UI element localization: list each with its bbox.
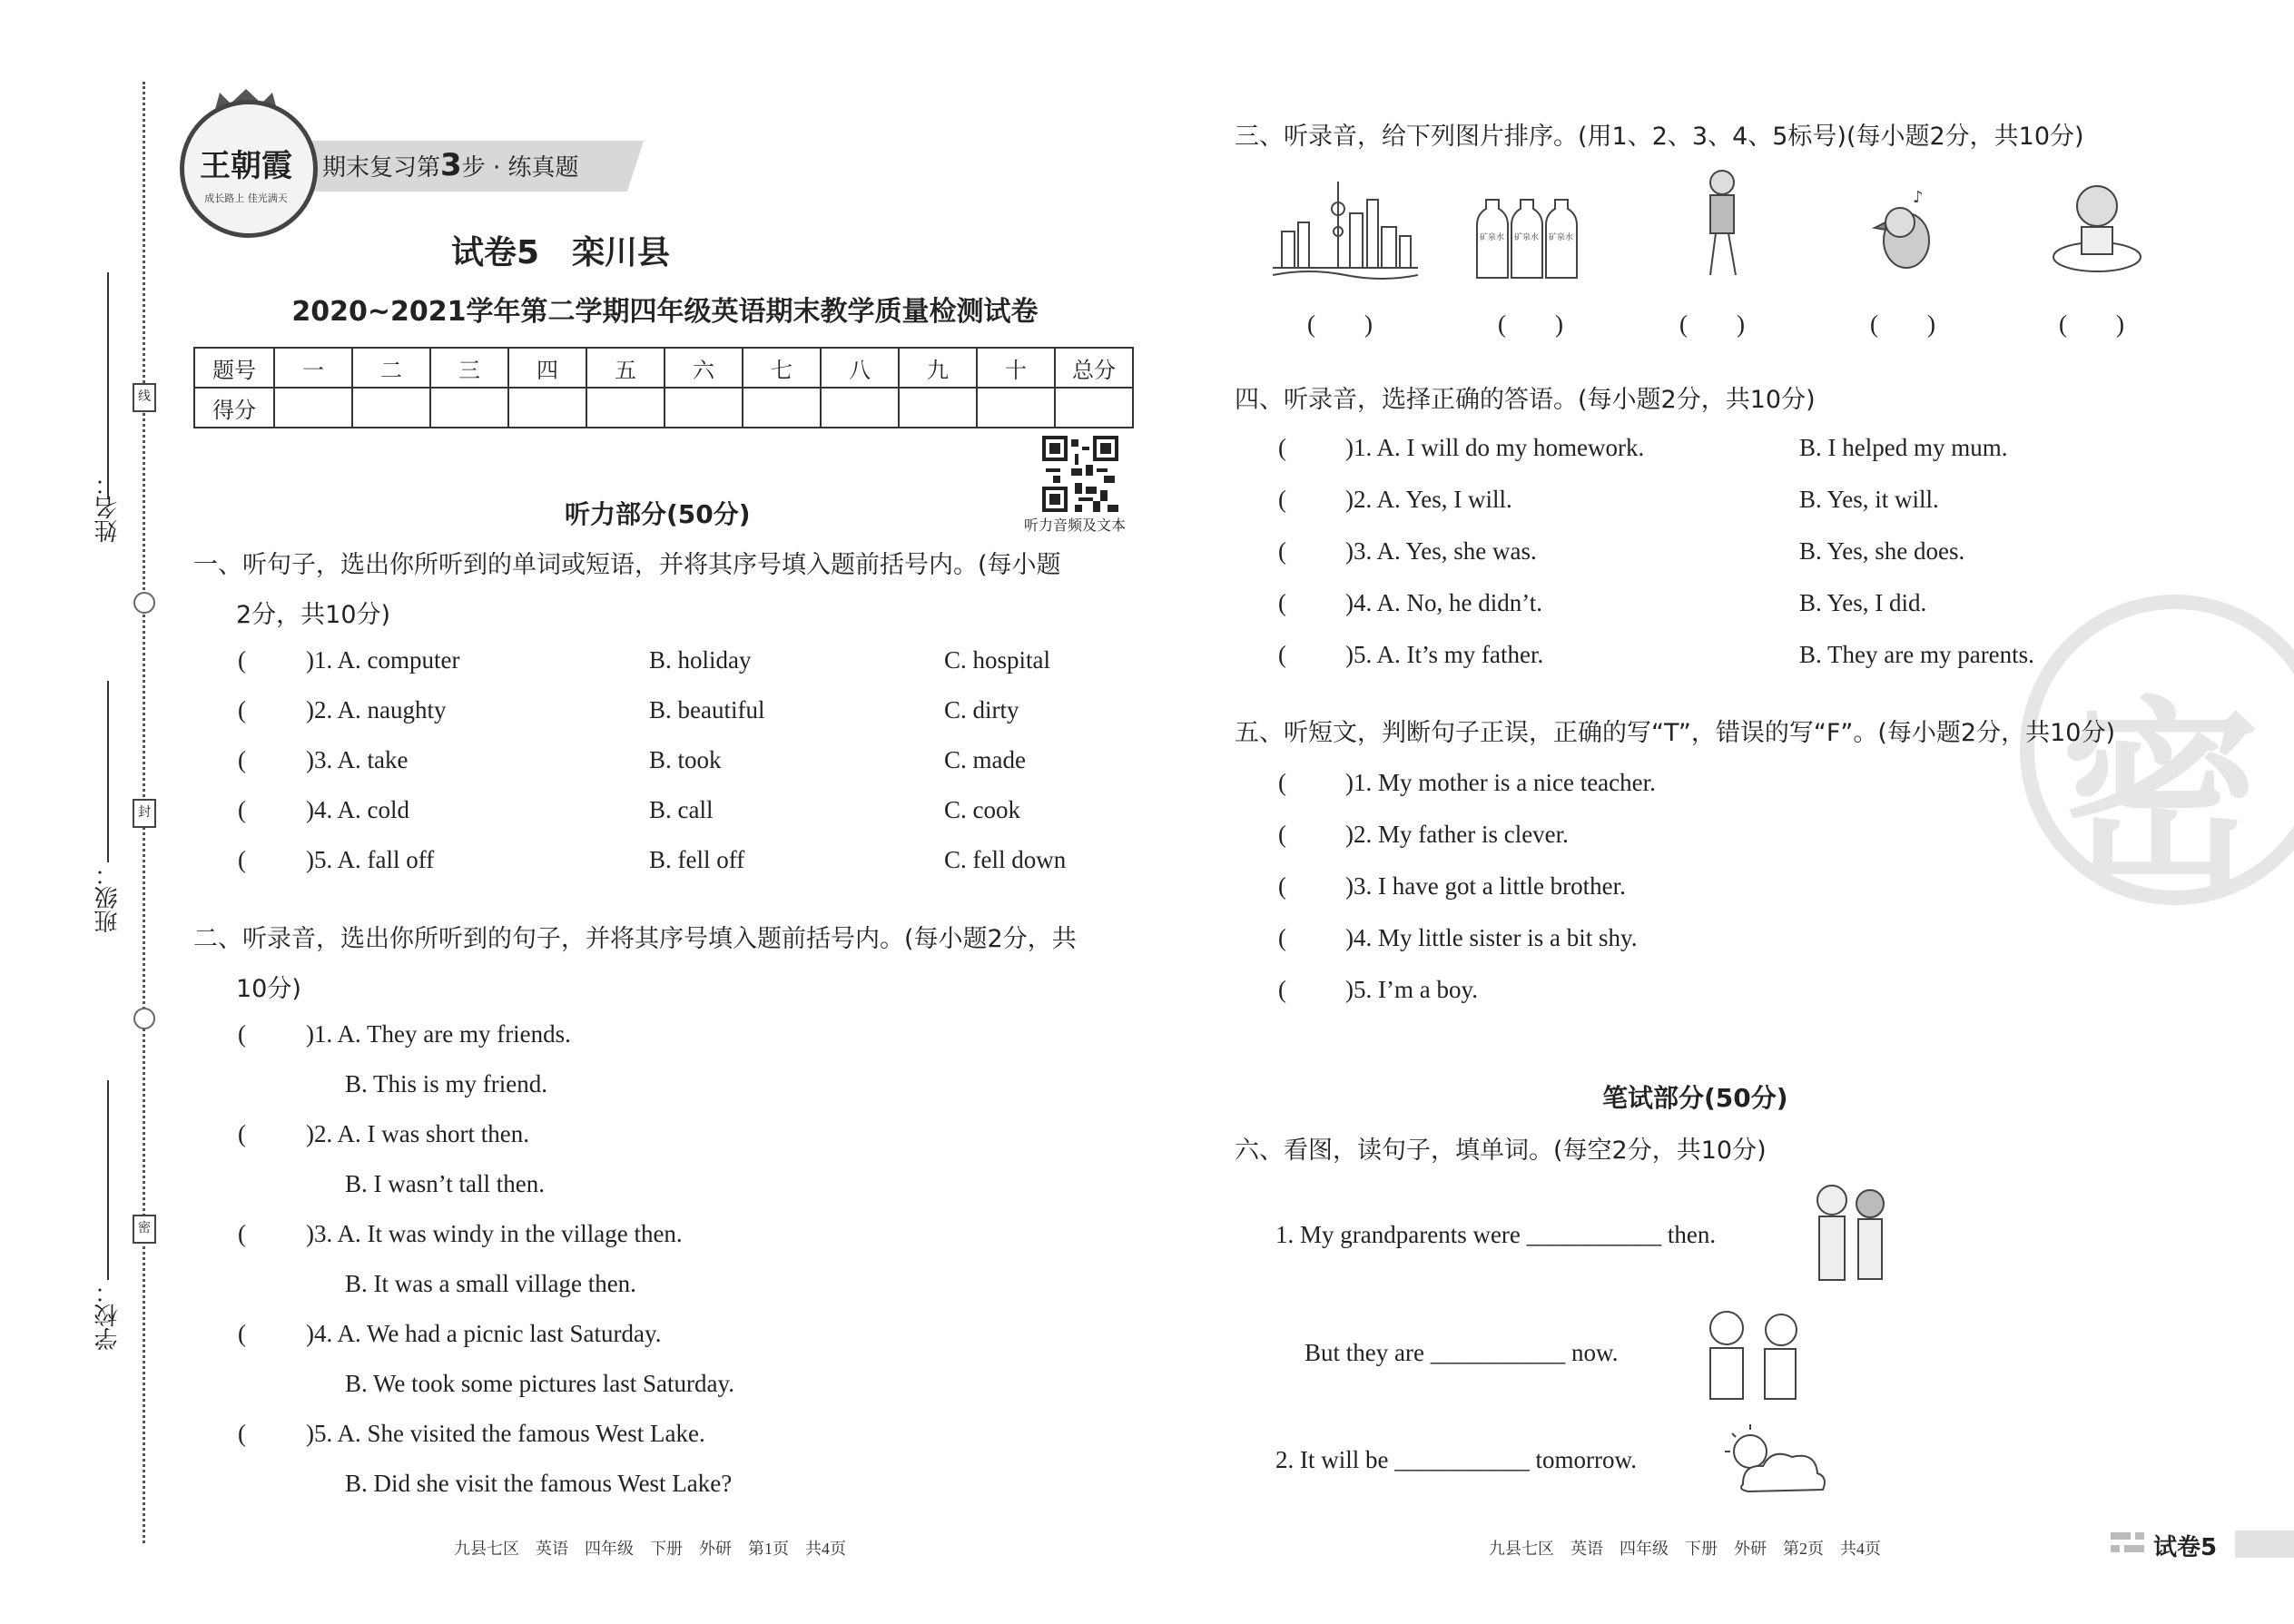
s5-title: 五、听短文，判断句子正误，正确的写“T”，错误的写“F”。(每小题2分，共10分) (1235, 719, 2115, 747)
s2-q4-b: B. We took some pictures last Saturday. (345, 1370, 735, 1397)
s4-q3-b: B. Yes, she does. (1799, 537, 1965, 565)
s4-q5-b: B. They are my parents. (1799, 641, 2034, 668)
s5-q4-paren[interactable]: ( (1278, 924, 1286, 951)
s6-title: 六、看图，读句子，填单词。(每空2分，共10分) (1235, 1137, 1767, 1165)
girl-bathing-picture (2047, 177, 2151, 281)
s4-q3-a: )3. A. Yes, she was. (1345, 537, 1537, 565)
s2-q2-paren[interactable]: ( (238, 1120, 246, 1147)
s1-title-line2: 2分，共10分) (236, 601, 391, 629)
seal-box-1: 线 (133, 383, 156, 412)
logo-motto: 成长路上 佳光满天 (204, 192, 288, 204)
s1-q2-b: B. beautiful (649, 696, 765, 723)
footer-left: 九县七区 英语 四年级 下册 外研 第1页 共4页 (454, 1540, 846, 1558)
s6-q2-line[interactable]: 2. It will be ___________ tomorrow. (1275, 1446, 1637, 1473)
svg-text:♪: ♪ (1913, 188, 1924, 207)
s1-q3-c: C. made (944, 746, 1026, 773)
bird-singing-picture (1866, 186, 1947, 277)
listening-title: 听力部分(50分) (565, 499, 751, 529)
s5-q2-paren[interactable]: ( (1278, 821, 1286, 848)
s4-title: 四、听录音，选择正确的答语。(每小题2分，共10分) (1235, 386, 1816, 414)
city-skyline-picture (1273, 177, 1418, 281)
class-underline (107, 681, 109, 862)
s1-q3-b: B. took (649, 746, 722, 773)
s3-blank-5[interactable]: ( ) (2059, 310, 2124, 338)
s2-title-line2: 10分) (236, 975, 301, 1003)
class-label: 班级： (94, 862, 122, 933)
qr-label: 听力音频及文本 (1024, 518, 1127, 534)
school-label: 学校： (94, 1280, 122, 1351)
s2-q4-a: )4. A. We had a picnic last Saturday. (306, 1320, 662, 1347)
s1-q4-b: B. call (649, 796, 714, 823)
footer-badge-bar (2235, 1530, 2294, 1558)
school-underline (107, 1080, 109, 1280)
s1-q2-paren[interactable]: ( (238, 696, 246, 723)
s5-q3-a: )3. I have got a little brother. (1345, 872, 1626, 900)
paper-subtitle: 2020~2021学年第二学期四年级英语期末教学质量检测试卷 (291, 296, 1039, 328)
s3-title: 三、听录音，给下列图片排序。(用1、2、3、4、5标号)(每小题2分，共10分) (1235, 123, 2084, 151)
s2-q3-b: B. It was a small village then. (345, 1270, 636, 1297)
young-couple-picture (1807, 1180, 1897, 1284)
binding-hole-1 (133, 592, 155, 614)
s4-q5-paren[interactable]: ( (1278, 641, 1286, 668)
s1-q4-a: )4. A. cold (306, 796, 409, 823)
s2-q5-paren[interactable]: ( (238, 1420, 246, 1447)
s2-title-line1: 二、听录音，选出你所听到的句子，并将其序号填入题前括号内。(每小题2分，共 (193, 925, 1077, 953)
watermark-char: 密 (2061, 680, 2261, 912)
s1-q5-b: B. fell off (649, 846, 745, 873)
s1-q1-b: B. holiday (649, 646, 752, 674)
s1-q3-paren[interactable]: ( (238, 746, 246, 773)
svg-text:矿泉水: 矿泉水 (1549, 233, 1574, 242)
footer-deco-3 (2111, 1545, 2120, 1552)
s2-q2-a: )2. A. I was short then. (306, 1120, 529, 1147)
s2-q1-a: )1. A. They are my friends. (306, 1020, 571, 1048)
s4-q4-a: )4. A. No, he didn’t. (1345, 589, 1542, 616)
logo-text: 王朝霞 (200, 148, 292, 184)
svg-text:矿泉水: 矿泉水 (1514, 233, 1540, 242)
paper-title: 试卷5 栾川县 (450, 234, 671, 271)
header-banner: 期末复习第3步 · 练真题 (322, 147, 579, 183)
s2-q5-a: )5. A. She visited the famous West Lake. (306, 1420, 705, 1447)
s3-blank-3[interactable]: ( ) (1679, 310, 1745, 338)
footer-deco-2 (2135, 1532, 2144, 1540)
name-label: 姓名： (94, 472, 122, 543)
s4-q2-b: B. Yes, it will. (1799, 486, 1939, 513)
s2-q2-b: B. I wasn’t tall then. (345, 1170, 545, 1197)
s1-q3-a: )3. A. take (306, 746, 409, 773)
seal-box-3: 密 (133, 1215, 156, 1244)
footer-deco-1 (2111, 1532, 2131, 1540)
boy-walking-picture (1690, 168, 1754, 281)
s1-q1-paren[interactable]: ( (238, 646, 246, 674)
s4-q2-paren[interactable]: ( (1278, 486, 1286, 513)
footer-deco-4 (2124, 1545, 2144, 1552)
s4-q2-a: )2. A. Yes, I will. (1345, 486, 1512, 513)
s6-q1-line[interactable]: 1. My grandparents were ___________ then. (1275, 1221, 1717, 1248)
s1-q1-a: )1. A. computer (306, 646, 460, 674)
footer-badge: 试卷5 (2153, 1534, 2218, 1561)
s1-q5-paren[interactable]: ( (238, 846, 246, 873)
water-bottles-picture (1475, 182, 1589, 281)
s4-q4-b: B. Yes, I did. (1799, 589, 1927, 616)
s4-q5-a: )5. A. It’s my father. (1345, 641, 1544, 668)
binding-hole-2 (133, 1008, 155, 1029)
s2-q1-b: B. This is my friend. (345, 1070, 548, 1097)
s3-blank-2[interactable]: ( ) (1498, 310, 1563, 338)
s4-q1-paren[interactable]: ( (1278, 434, 1286, 461)
s4-q1-a: )1. A. I will do my homework. (1345, 434, 1645, 461)
s1-q5-c: C. fell down (944, 846, 1067, 873)
s5-q1-paren[interactable]: ( (1278, 769, 1286, 796)
s5-q5-a: )5. I’m a boy. (1345, 976, 1478, 1003)
s1-q2-a: )2. A. naughty (306, 696, 447, 723)
old-couple-picture (1698, 1303, 1811, 1403)
s1-q1-c: C. hospital (944, 646, 1051, 674)
cloudy-sun-picture (1716, 1421, 1834, 1502)
s5-q3-paren[interactable]: ( (1278, 872, 1286, 900)
s2-q4-paren[interactable]: ( (238, 1320, 246, 1347)
s2-q1-paren[interactable]: ( (238, 1020, 246, 1048)
svg-text:矿泉水: 矿泉水 (1480, 233, 1505, 242)
s4-q3-paren[interactable]: ( (1278, 537, 1286, 565)
s2-q3-a: )3. A. It was windy in the village then. (306, 1220, 683, 1247)
s4-q4-paren[interactable]: ( (1278, 589, 1286, 616)
writing-title: 笔试部分(50分) (1602, 1083, 1788, 1113)
s3-blank-1[interactable]: ( ) (1307, 310, 1373, 338)
s1-q5-a: )5. A. fall off (306, 846, 435, 873)
s5-q1-a: )1. My mother is a nice teacher. (1345, 769, 1656, 796)
footer-right: 九县七区 英语 四年级 下册 外研 第2页 共4页 (1489, 1540, 1881, 1558)
s2-q3-paren[interactable]: ( (238, 1220, 246, 1247)
seal-box-2: 封 (133, 799, 156, 828)
s6-q1-line2[interactable]: But they are ___________ now. (1305, 1339, 1619, 1366)
s5-q5-paren[interactable]: ( (1278, 976, 1286, 1003)
s1-q2-c: C. dirty (944, 696, 1019, 723)
s3-blank-4[interactable]: ( ) (1870, 310, 1935, 338)
s1-q4-c: C. cook (944, 796, 1020, 823)
qr-code-icon[interactable] (1042, 436, 1118, 512)
s1-title-line1: 一、听句子，选出你所听到的单词或短语，并将其序号填入题前括号内。(每小题 (193, 551, 1061, 579)
s5-q2-a: )2. My father is clever. (1345, 821, 1569, 848)
s4-q1-b: B. I helped my mum. (1799, 434, 2008, 461)
s5-q4-a: )4. My little sister is a bit shy. (1345, 924, 1638, 951)
score-table: 题号 一 二 三 四 五 六 七 八 九 十 总分 得分 (193, 347, 1134, 428)
s1-q4-paren[interactable]: ( (238, 796, 246, 823)
s2-q5-b: B. Did she visit the famous West Lake? (345, 1470, 733, 1497)
